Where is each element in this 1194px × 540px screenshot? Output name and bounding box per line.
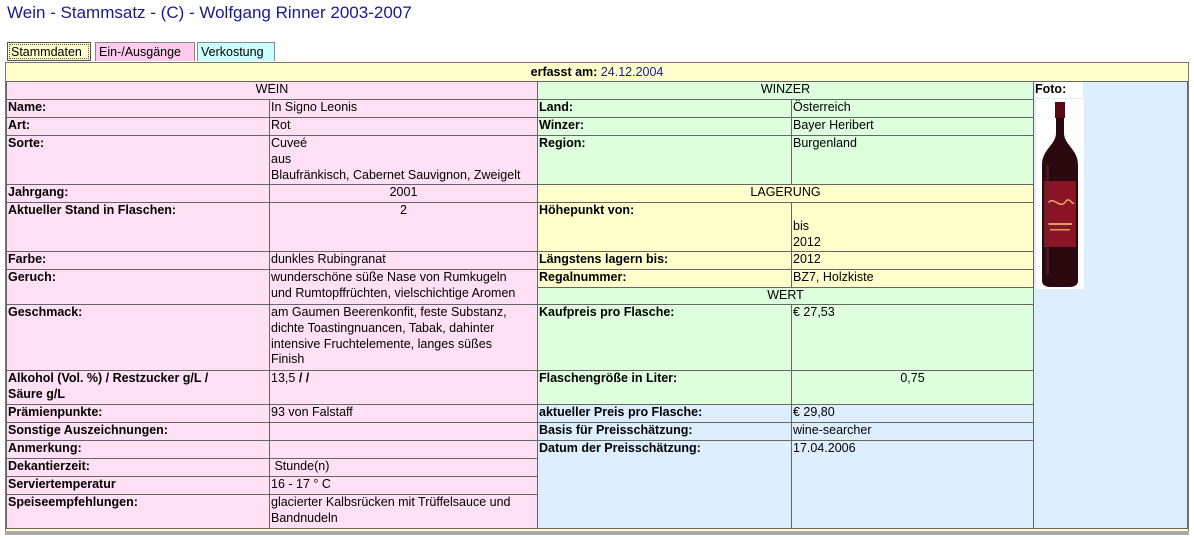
foto-label: Foto:: [1035, 82, 1083, 98]
geruch-line: und Rumtopffrüchten, vielschichtige Aromen: [271, 285, 516, 300]
hoehepunkt-field[interactable]: [792, 203, 1034, 252]
erfasst-row: [6, 65, 1188, 79]
anmerkung-label: Anmerkung:: [7, 441, 270, 459]
hoehepunkt-label: Höhepunkt von:: [538, 203, 792, 252]
basis-label: Basis für Preisschätzung:: [538, 423, 792, 441]
wine-bottle-photo[interactable]: [1036, 99, 1084, 289]
window-title: Wein - Stammsatz - (C) - Wolfgang Rinner 2003-2007: [7, 3, 412, 22]
speise-field[interactable]: [270, 495, 538, 529]
farbe-field[interactable]: dunkles Rubingranat: [270, 252, 538, 270]
wine-bottle-icon: [1036, 99, 1084, 289]
geschmack-line: dichte Toastingnuancen, Tabak, dahinter: [271, 320, 495, 335]
name-field[interactable]: In Signo Leonis: [270, 100, 538, 118]
datum-field[interactable]: 17.04.2006: [792, 441, 1034, 529]
datum-label: Datum der Preisschätzung:: [538, 441, 792, 529]
geschmack-field[interactable]: [270, 305, 538, 371]
servier-field[interactable]: 16 - 17 ° C: [270, 477, 538, 495]
speise-line: glacierter Kalbsrücken mit Trüffelsauce und: [271, 495, 511, 509]
wein-header: WEIN: [7, 82, 538, 100]
laengstens-label: Längstens lagern bis:: [538, 252, 792, 270]
alkohol-label-line: Säure g/L: [8, 386, 65, 401]
servier-label: Serviertemperatur: [7, 477, 270, 495]
hoehepunkt-bis: 2012: [793, 234, 821, 249]
groesse-field[interactable]: 0,75: [792, 371, 1034, 405]
sorte-line: Blaufränkisch, Cabernet Sauvignon, Zweigelt: [271, 167, 521, 182]
kaufpreis-label: Kaufpreis pro Flasche:: [538, 305, 792, 371]
geschmack-line: Finish: [271, 352, 305, 367]
basis-field[interactable]: wine-searcher: [792, 423, 1034, 441]
sorte-line: aus: [271, 151, 292, 166]
panel-bottom-edge: [5, 531, 1189, 535]
aktueller-preis-field[interactable]: € 29,80: [792, 405, 1034, 423]
stammdaten-panel: [5, 62, 1189, 532]
speise-label: Speiseempfehlungen:: [7, 495, 270, 529]
alkohol-value: 13,5: [271, 371, 296, 385]
groesse-label: Flaschengröße in Liter:: [538, 371, 792, 405]
geschmack-line: intensive Fruchtelemente, langes süßes: [271, 336, 492, 351]
kaufpreis-field[interactable]: € 27,53: [792, 305, 1034, 371]
region-label: Region:: [538, 136, 792, 185]
art-label: Art:: [7, 118, 270, 136]
restzucker-separator: /: [298, 371, 303, 385]
art-field[interactable]: Rot: [270, 118, 538, 136]
geruch-label: Geruch:: [7, 270, 270, 305]
lagerung-header: LAGERUNG: [538, 185, 1034, 203]
erfasst-value[interactable]: 24.12.2004: [600, 65, 664, 79]
jahrgang-field[interactable]: 2001: [270, 185, 538, 203]
stand-field[interactable]: 2: [270, 203, 538, 252]
sorte-field[interactable]: [270, 136, 538, 185]
wert-header: WERT: [538, 288, 1034, 305]
speise-line: Bandnudeln: [271, 510, 338, 525]
sorte-line: Cuveé: [271, 136, 308, 150]
geruch-line: wunderschöne süße Nase von Rumkugeln: [271, 270, 507, 284]
tab-ein-ausgaenge[interactable]: Ein-/Ausgänge: [95, 42, 195, 61]
winzer-label: Winzer:: [538, 118, 792, 136]
name-label: Name:: [7, 100, 270, 118]
hoehepunkt-bis-label: bis: [793, 218, 809, 233]
stand-label: Aktueller Stand in Flaschen:: [7, 203, 270, 252]
tab-stammdaten[interactable]: Stammdaten: [7, 42, 91, 61]
praemien-label: Prämienpunkte:: [7, 405, 270, 423]
anmerkung-field[interactable]: [270, 441, 538, 459]
sorte-label: Sorte:: [7, 136, 270, 185]
region-field[interactable]: Burgenland: [792, 136, 1034, 185]
land-label: Land:: [538, 100, 792, 118]
auszeichnungen-label: Sonstige Auszeichnungen:: [7, 423, 270, 441]
dekantier-field[interactable]: Stunde(n): [270, 459, 538, 477]
saeure-separator: /: [305, 371, 310, 385]
record-grid: [6, 81, 1188, 529]
aktueller-preis-label: aktueller Preis pro Flasche:: [538, 405, 792, 423]
geschmack-label: Geschmack:: [7, 305, 270, 371]
regal-field[interactable]: BZ7, Holzkiste: [792, 270, 1034, 288]
erfasst-label: erfasst am:: [530, 65, 598, 79]
auszeichnungen-field[interactable]: [270, 423, 538, 441]
geruch-field[interactable]: [270, 270, 538, 305]
farbe-label: Farbe:: [7, 252, 270, 270]
dekantier-label: Dekantierzeit:: [7, 459, 270, 477]
alkohol-label-line: Alkohol (Vol. %) / Restzucker g/L /: [8, 371, 209, 385]
jahrgang-label: Jahrgang:: [7, 185, 270, 203]
regal-label: Regalnummer:: [538, 270, 792, 288]
land-field[interactable]: Österreich: [792, 100, 1034, 118]
tab-verkostung[interactable]: Verkostung: [197, 42, 275, 61]
foto-cell: [1034, 82, 1188, 529]
winzer-field[interactable]: Bayer Heribert: [792, 118, 1034, 136]
geschmack-line: am Gaumen Beerenkonfit, feste Substanz,: [271, 305, 507, 319]
hoehepunkt-von: [793, 203, 1032, 219]
laengstens-field[interactable]: 2012: [792, 252, 1034, 270]
alkohol-label: [7, 371, 270, 405]
winzer-header: WINZER: [538, 82, 1034, 100]
praemien-field[interactable]: 93 von Falstaff: [270, 405, 538, 423]
alkohol-field[interactable]: [270, 371, 538, 405]
